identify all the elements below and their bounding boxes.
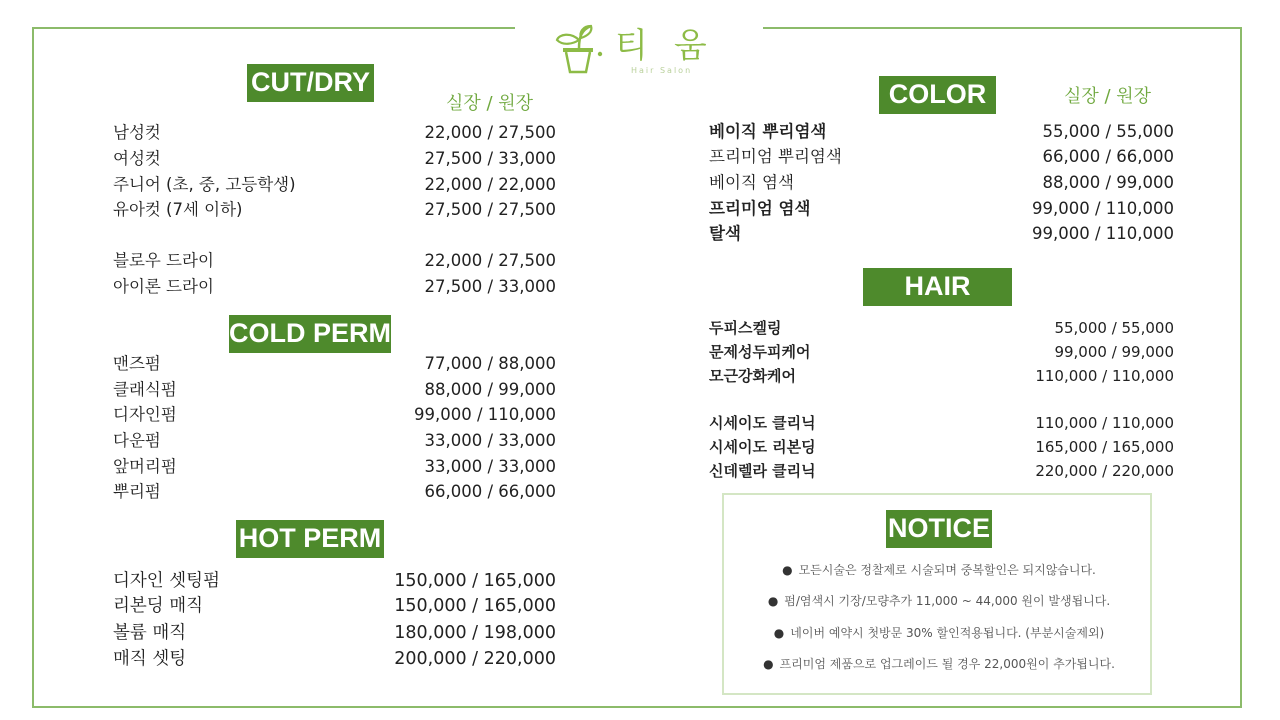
item-price: 33,000 / 33,000: [424, 431, 556, 450]
item-price: 22,000 / 22,000: [424, 175, 556, 194]
section-title-cut-dry: CUT/DRY: [247, 64, 374, 102]
item-name: 남성컷: [113, 123, 161, 142]
price-row: [113, 378, 556, 402]
item-price: 27,500 / 27,500: [424, 200, 556, 219]
price-row: [709, 340, 1174, 364]
item-price: 22,000 / 27,500: [424, 251, 556, 270]
notice-line: [724, 624, 1154, 641]
item-price: 88,000 / 99,000: [424, 380, 556, 399]
price-row: [709, 364, 1174, 388]
item-name: 클래식펌: [113, 380, 177, 399]
item-price: 200,000 / 220,000: [394, 649, 556, 669]
item-price: 55,000 / 55,000: [1054, 319, 1174, 337]
sprout-pot-icon: [553, 20, 609, 76]
item-name: 탈색: [709, 224, 741, 243]
item-price: 99,000 / 110,000: [1031, 199, 1174, 218]
item-name: 다운펌: [113, 431, 161, 450]
price-row: [113, 429, 556, 453]
price-row: [709, 120, 1174, 144]
item-price: 165,000 / 165,000: [1035, 438, 1174, 456]
price-row: [113, 621, 556, 645]
salon-name: 티움: [615, 26, 733, 66]
item-name: 리본딩 매직: [113, 596, 204, 616]
price-row: [709, 435, 1174, 459]
item-name: 프리미엄 뿌리염색: [709, 147, 842, 166]
price-row: [113, 569, 556, 593]
item-name: 프리미엄 염색: [709, 199, 811, 218]
item-name: 여성컷: [113, 149, 161, 168]
price-row: [113, 198, 556, 222]
item-name: 맨즈펌: [113, 354, 161, 373]
item-name: 베이직 뿌리염색: [709, 122, 827, 141]
price-row: [709, 222, 1174, 246]
price-row: [113, 455, 556, 479]
bullet-dot-icon: ●: [773, 626, 785, 640]
price-row: [709, 316, 1174, 340]
item-price: 99,000 / 99,000: [1054, 343, 1174, 361]
item-price: 77,000 / 88,000: [424, 354, 556, 373]
item-price: 110,000 / 110,000: [1035, 414, 1174, 432]
notice-text: 모든시술은 정찰제로 시술되며 중복할인은 되지않습니다.: [798, 563, 1096, 577]
salon-subtitle: Hair Salon: [631, 66, 693, 75]
section-title-color: COLOR: [879, 76, 996, 114]
item-price: 150,000 / 165,000: [394, 571, 556, 591]
section-title-notice: NOTICE: [886, 510, 992, 548]
item-name: 디자인 셋팅펌: [113, 571, 220, 591]
price-row: [113, 480, 556, 504]
item-name: 베이직 염색: [709, 173, 794, 192]
price-row: [709, 197, 1174, 221]
price-row: [113, 249, 556, 273]
bullet-dot-icon: ●: [763, 657, 774, 671]
item-name: 유아컷 (7세 이하): [113, 200, 243, 219]
item-name: 매직 셋팅: [113, 649, 187, 669]
item-name: 뿌리펌: [113, 482, 161, 501]
item-price: 220,000 / 220,000: [1035, 462, 1174, 480]
item-price: 110,000 / 110,000: [1035, 367, 1174, 385]
notice-text: 네이버 예약시 첫방문 30% 할인적용됩니다. (부분시술제외): [790, 626, 1105, 640]
item-price: 22,000 / 27,500: [424, 123, 556, 142]
item-name: 시세이도 리본딩: [709, 438, 816, 456]
section-title-hair-care: HAIR CARE: [863, 268, 1012, 306]
notice-text: 펌/염색시 기장/모량추가 11,000 ~ 44,000 원이 발생됩니다.: [784, 594, 1111, 608]
item-price: 99,000 / 110,000: [413, 405, 556, 424]
price-row: [709, 145, 1174, 169]
salon-logo: [553, 20, 733, 78]
price-row: [113, 275, 556, 299]
item-price: 88,000 / 99,000: [1042, 173, 1174, 192]
item-name: 주니어 (초, 중, 고등학생): [113, 175, 296, 194]
price-row: [709, 459, 1174, 483]
item-price: 99,000 / 110,000: [1031, 224, 1174, 243]
price-row: [709, 171, 1174, 195]
item-price: 33,000 / 33,000: [424, 457, 556, 476]
price-row: [113, 594, 556, 618]
column-header-left: 실장 / 원장: [446, 93, 534, 114]
notice-line: [724, 592, 1154, 609]
column-header-right: 실장 / 원장: [1064, 86, 1152, 107]
bullet-dot-icon: ●: [767, 594, 779, 608]
bullet-dot-icon: ●: [782, 563, 793, 577]
item-name: 모근강화케어: [709, 367, 796, 385]
item-name: 시세이도 클리닉: [709, 414, 816, 432]
section-title-cold-perm: COLD PERM: [229, 315, 391, 353]
price-row: [113, 147, 556, 171]
item-name: 두피스켈링: [709, 319, 782, 337]
item-price: 27,500 / 33,000: [424, 149, 556, 168]
price-row: [113, 352, 556, 376]
item-price: 150,000 / 165,000: [394, 596, 556, 616]
notice-line: [724, 655, 1154, 672]
price-row: [113, 403, 556, 427]
item-name: 디자인펌: [113, 405, 177, 424]
notice-text: 프리미엄 제품으로 업그레이드 될 경우 22,000원이 추가됩니다.: [779, 657, 1115, 671]
section-title-hot-perm: HOT PERM: [236, 520, 384, 558]
price-row: [113, 647, 556, 671]
item-name: 볼륨 매직: [113, 623, 187, 643]
notice-box: [722, 493, 1152, 695]
notice-line: [724, 561, 1154, 578]
item-name: 앞머리펌: [113, 457, 177, 476]
item-price: 27,500 / 33,000: [424, 277, 556, 296]
item-price: 55,000 / 55,000: [1042, 122, 1174, 141]
item-price: 66,000 / 66,000: [1042, 147, 1174, 166]
item-name: 문제성두피케어: [709, 343, 811, 361]
item-price: 66,000 / 66,000: [424, 482, 556, 501]
price-row: [113, 121, 556, 145]
item-name: 아이론 드라이: [113, 277, 214, 296]
price-row: [113, 173, 556, 197]
item-price: 180,000 / 198,000: [394, 623, 556, 643]
price-row: [709, 411, 1174, 435]
item-name: 신데렐라 클리닉: [709, 462, 816, 480]
item-name: 블로우 드라이: [113, 251, 214, 270]
